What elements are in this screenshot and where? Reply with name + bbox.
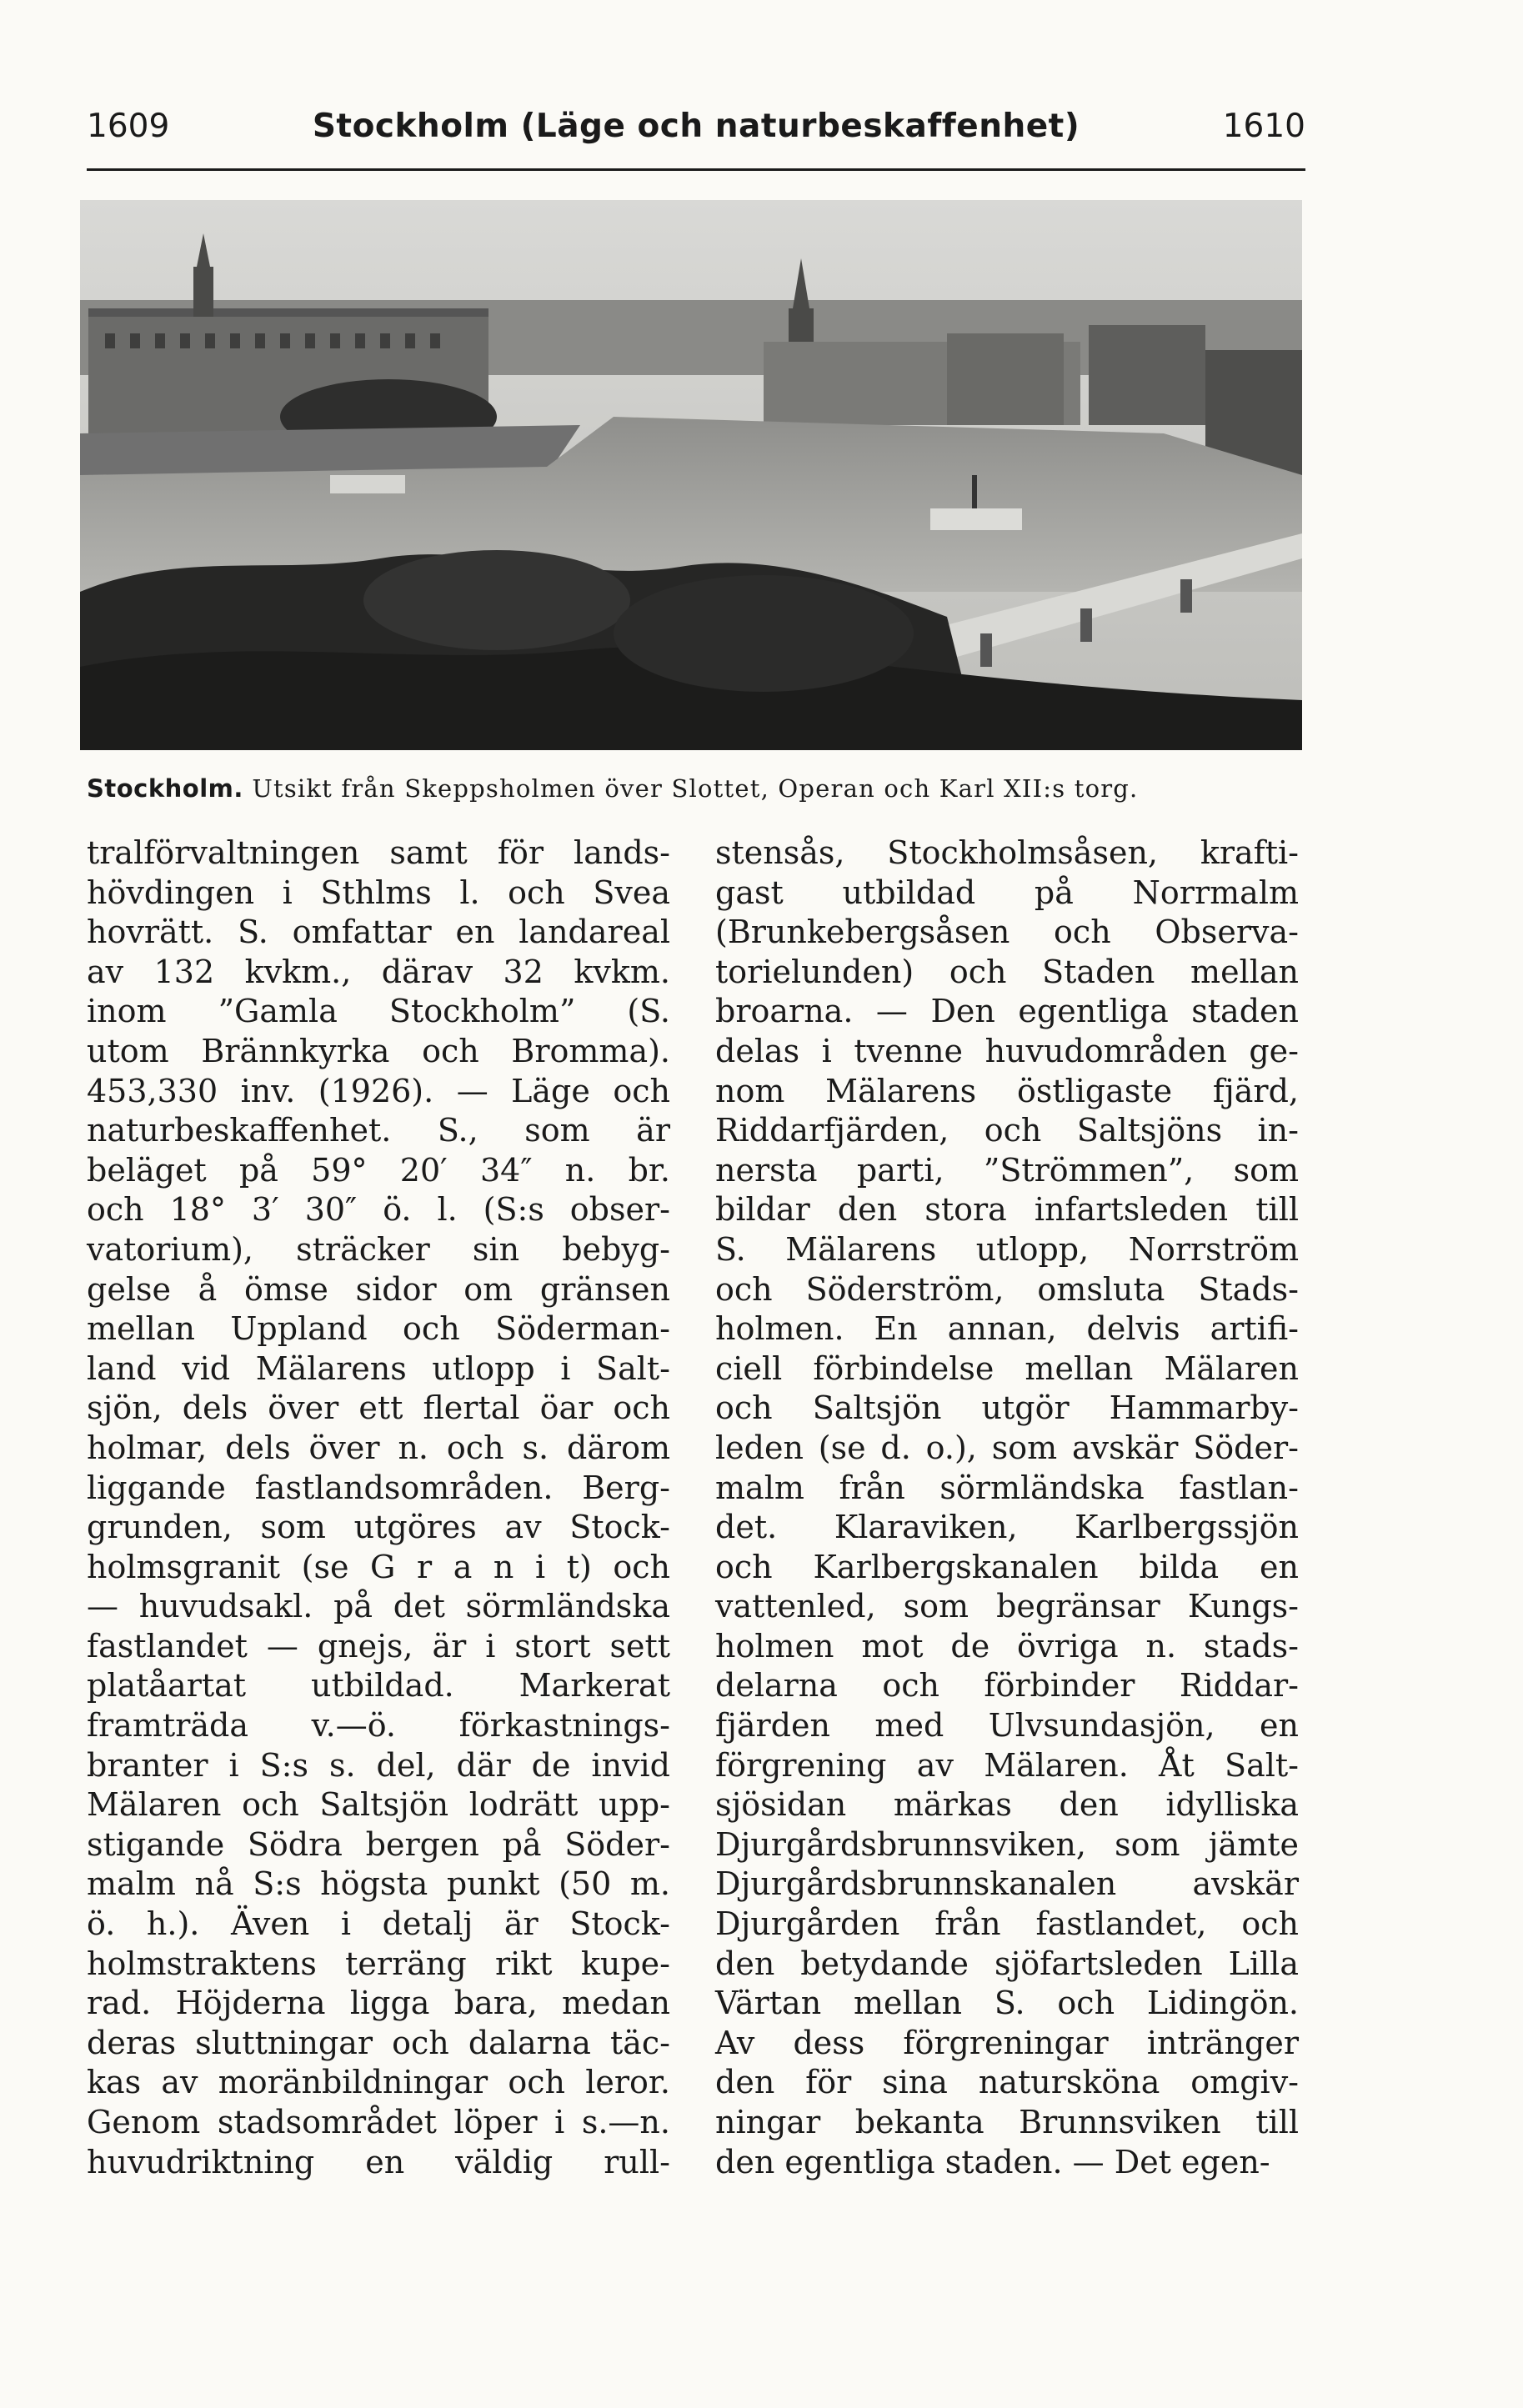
text-line: torielunden) och Staden mellan	[715, 953, 1299, 990]
text-line: och 18° 3′ 30″ ö. l. (S:s obser-	[87, 1191, 670, 1229]
text-line: Mälaren och Saltsjön lodrätt upp-	[87, 1786, 670, 1824]
text-line: Djurgården från fastlandet, och	[715, 1905, 1299, 1943]
figure-caption	[87, 773, 1305, 804]
text-line: ö. h.). Även i detalj är Stock-	[87, 1905, 670, 1943]
page-number-left: 1609	[87, 108, 170, 145]
text-line: Genom stadsområdet löper i s.—n.	[87, 2104, 670, 2140]
text-line: av 132 kvkm., därav 32 kvkm.	[87, 953, 670, 990]
text-line: land vid Mälarens utlopp i Salt-	[87, 1349, 670, 1387]
text-line: vattenled, som begränsar Kungs-	[715, 1588, 1299, 1625]
photo-illustration	[80, 200, 1302, 750]
text-line: hovrätt. S. omfattar en landareal	[87, 914, 670, 951]
text-line: och Saltsjön utgör Hammarby-	[715, 1389, 1299, 1427]
text-line: ciell förbindelse mellan Mälaren	[715, 1349, 1299, 1387]
text-line: Värtan mellan S. och Lidingön.	[715, 1985, 1299, 2022]
header-rule	[87, 168, 1305, 171]
text-line: den betydande sjöfartsleden Lilla	[715, 1945, 1299, 1982]
text-line: fjärden med Ulvsundasjön, en	[715, 1707, 1299, 1745]
text-line: grunden, som utgöres av Stock-	[87, 1509, 670, 1546]
text-line: utom Brännkyrka och Bromma).	[87, 1032, 670, 1069]
text-line: stensås, Stockholmsåsen, krafti-	[715, 834, 1299, 871]
text-line: malm från sörmländska fastlan-	[715, 1469, 1299, 1506]
text-line: Djurgårdsbrunnsviken, som jämte	[715, 1825, 1299, 1863]
text-line: Riddarfjärden, och Saltsjöns in-	[715, 1112, 1299, 1149]
text-line: beläget på 59° 20′ 34″ n. br.	[87, 1151, 670, 1189]
text-line: nom Mälarens östligaste fjärd,	[715, 1072, 1299, 1109]
left-column	[87, 834, 670, 2182]
text-line: platåartat utbildad. Markerat	[87, 1667, 670, 1705]
text-line: kas av moränbildningar och leror.	[87, 2064, 670, 2101]
text-line: delas i tvenne huvudområden ge-	[715, 1032, 1299, 1069]
text-line: gast utbildad på Norrmalm	[715, 874, 1299, 911]
text-line: det. Klaraviken, Karlbergssjön	[715, 1509, 1299, 1546]
text-line: rad. Höjderna ligga bara, medan	[87, 1985, 670, 2022]
text-line: hövdingen i Sthlms l. och Svea	[87, 874, 670, 911]
text-line: framträda v.—ö. förkastnings-	[87, 1707, 670, 1745]
text-line: nersta parti, ”Strömmen”, som	[715, 1151, 1299, 1189]
text-line: 453,330 inv. (1926). — Läge och	[87, 1072, 670, 1109]
text-line: fastlandet — gnejs, är i stort sett	[87, 1627, 670, 1665]
text-line: vatorium), sträcker sin bebyg-	[87, 1230, 670, 1268]
text-line: sjösidan märkas den idylliska	[715, 1786, 1299, 1824]
page-number-right: 1610	[1222, 108, 1305, 145]
text-line: holmen. En annan, delvis artifi-	[715, 1310, 1299, 1348]
text-line: naturbeskaffenhet. S., som är	[87, 1112, 670, 1149]
text-line: malm nå S:s högsta punkt (50 m.	[87, 1865, 670, 1903]
text-line: liggande fastlandsområden. Berg-	[87, 1469, 670, 1506]
text-line: Djurgårdsbrunnskanalen avskär	[715, 1865, 1299, 1903]
text-line: holmsgranit (se G r a n i t) och	[87, 1548, 670, 1585]
text-line: mellan Uppland och Söderman-	[87, 1310, 670, 1348]
text-line: och Karlbergskanalen bilda en	[715, 1548, 1299, 1585]
text-line: och Söderström, omsluta Stads-	[715, 1270, 1299, 1308]
text-line: holmstraktens terräng rikt kupe-	[87, 1945, 670, 1982]
text-line: tralförvaltningen samt för lands-	[87, 834, 670, 871]
text-line: stigande Södra bergen på Söder-	[87, 1825, 670, 1863]
text-line: holmen mot de övriga n. stads-	[715, 1627, 1299, 1665]
right-column	[715, 834, 1299, 2182]
stockholm-photograph	[80, 200, 1302, 750]
text-line: (Brunkebergsåsen och Observa-	[715, 914, 1299, 951]
text-line: förgrening av Mälaren. Åt Salt-	[715, 1746, 1299, 1784]
text-line: broarna. — Den egentliga staden	[715, 993, 1299, 1030]
text-line: — huvudsakl. på det sörmländska	[87, 1588, 670, 1625]
text-line: deras sluttningar och dalarna täc-	[87, 2024, 670, 2061]
caption-lead: Stockholm.	[87, 774, 243, 803]
page-header	[87, 92, 1305, 158]
caption-text: Utsikt från Skeppsholmen över Slottet, Operan och Karl XII:s torg.	[243, 774, 1139, 803]
text-line: S. Mälarens utlopp, Norrström	[715, 1230, 1299, 1268]
text-line: den egentliga staden. — Det egen-	[715, 2143, 1270, 2180]
text-line: leden (se d. o.), som avskär Söder-	[715, 1429, 1299, 1466]
text-line: Av dess förgreningar intränger	[715, 2024, 1299, 2061]
text-line: branter i S:s s. del, där de invid	[87, 1746, 670, 1784]
text-line: ningar bekanta Brunnsviken till	[715, 2104, 1299, 2140]
text-line: delarna och förbinder Riddar-	[715, 1667, 1299, 1705]
text-line: gelse å ömse sidor om gränsen	[87, 1270, 670, 1308]
text-line: bildar den stora infartsleden till	[715, 1191, 1299, 1229]
text-line: den för sina natursköna omgiv-	[715, 2064, 1299, 2101]
running-title: Stockholm (Läge och naturbeskaffenhet)	[312, 108, 1080, 145]
text-line: holmar, dels över n. och s. därom	[87, 1429, 670, 1466]
text-line: huvudriktning en väldig rull-	[87, 2143, 670, 2180]
text-line: sjön, dels över ett flertal öar och	[87, 1389, 670, 1427]
text-line: inom ”Gamla Stockholm” (S.	[87, 993, 670, 1030]
